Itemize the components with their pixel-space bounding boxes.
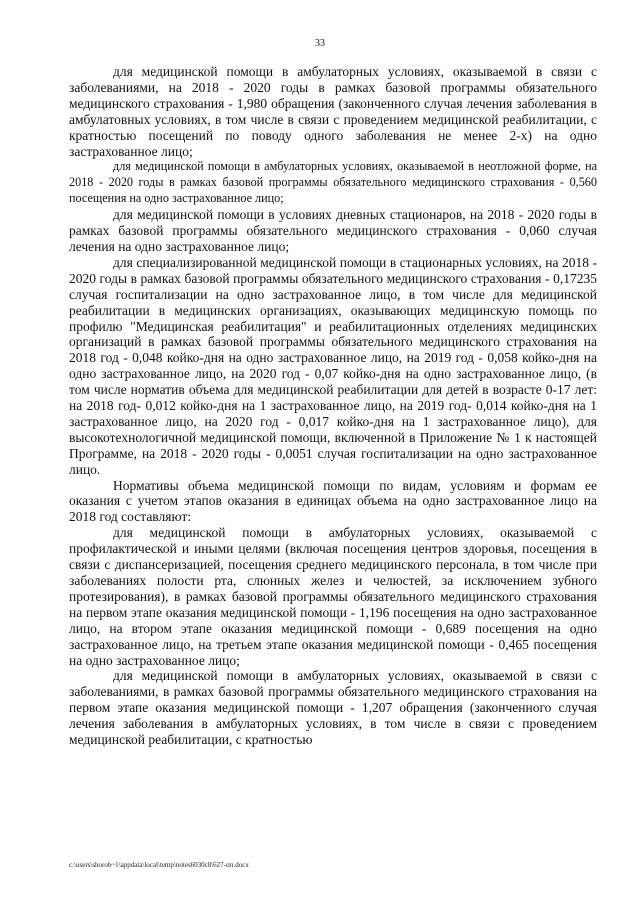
- paragraph-outpatient-disease: для медицинской помощи в амбулаторных условиях, оказываемой в связи с заболеваниями, на 2018 - 2020 годы в рамках базовой программы обязательного медицинского страхования - 1,980 обращения (законченного случая лечения заболевания в амбулатовных условиях, в том числе в связи с проведением медицинской реабилитации, с кратностью посещений по поводу одного заболевания не менее 2-х) на одно застрахованное лицо;: [69, 64, 597, 159]
- body-text: [69, 64, 597, 748]
- footer-file-path: c:\users\shorob~1\appdata\local\temp\notes6030c8\627-пп.docx: [69, 861, 249, 869]
- paragraph-norms-intro: Нормативы объема медицинской помощи по видам, условиям и формам ее оказания с учетом этапов оказания в единицах объема на одно застрахованное лицо на 2018 год составляют:: [69, 477, 597, 525]
- paragraph-outpatient-preventive: для медицинской помощи в амбулаторных условиях, оказываемой с профилактической и иными целями (включая посещения центров здоровья, посещения в связи с диспансеризацией, посещения среднего медицинского персонала, в том числе при заболеваниях полости рта, слюнных желез и челюстей, за исключением зубного протезирования), в рамках базовой программы обязательного медицинского страхования на первом этапе оказания медицинской помощи - 1,196 посещения на одно застрахованное лицо, на втором этапе оказания медицинской помощи - 0,689 посещения на одно застрахованное лицо, на третьем этапе оказания медицинской помощи - 0,465 посещения на одно застрахованное лицо;: [69, 525, 597, 668]
- paragraph-day-hospital: для медицинской помощи в условиях дневных стационаров, на 2018 - 2020 годы в рамках базовой программы обязательного медицинского страхования - 0,060 случая лечения на одно застрахованное лицо;: [69, 207, 597, 254]
- page-number: 33: [315, 38, 325, 49]
- paragraph-inpatient: для специализированной медицинской помощи в стационарных условиях, на 2018 - 2020 годы в рамках базовой программы обязательного медицинского страхования - 0,17235 случая госпитализации на одно застрахованное лицо, в том числе для медицинской реабилитации в медицинских организациях, оказывающих медицинскую помощь по профилю "Медицинская реабилитация" и реабилитационных отделениях медицинских организаций в рамках базовой программы обязательного медицинского страхования на 2018 год - 0,048 койко-дня на одно застрахованное лицо, на 2019 год - 0,058 койко-дня на одно застрахованное лицо, на 2020 год - 0,07 койко-дня на одно застрахованное лицо, (в том числе норматив объема для медицинской реабилитации для детей в возрасте 0-17 лет: на 2018 год- 0,012 койко-дня на 1 застрахованное лицо, на 2019 год- 0,014 койко-дня на 1 застрахованное лицо, на 2020 год - 0,017 койко-дня на 1 застрахованное лицо), для высокотехнологичной медицинской помощи, включенной в Приложение № 1 к настоящей Программе, на 2018 - 2020 годы - 0,0051 случая госпитализации на одно застрахованное лицо.: [69, 254, 597, 477]
- paragraph-outpatient-disease-stages: для медицинской помощи в амбулаторных условиях, оказываемой в связи с заболеваниями, в рамках базовой программы обязательного медицинского страхования на первом этапе оказания медицинской помощи - 1,207 обращения (законченного случая лечения заболевания в амбулаторных условиях, в том числе в связи с проведением медицинской реабилитации, с кратностью: [69, 668, 597, 748]
- paragraph-outpatient-urgent: для медицинской помощи в амбулаторных условиях, оказываемой в неотложной форме, на 2018 - 2020 годы в рамках базовой программы обязательного медицинского страхования - 0,560 посещения на одно застрахованное лицо;: [69, 159, 597, 206]
